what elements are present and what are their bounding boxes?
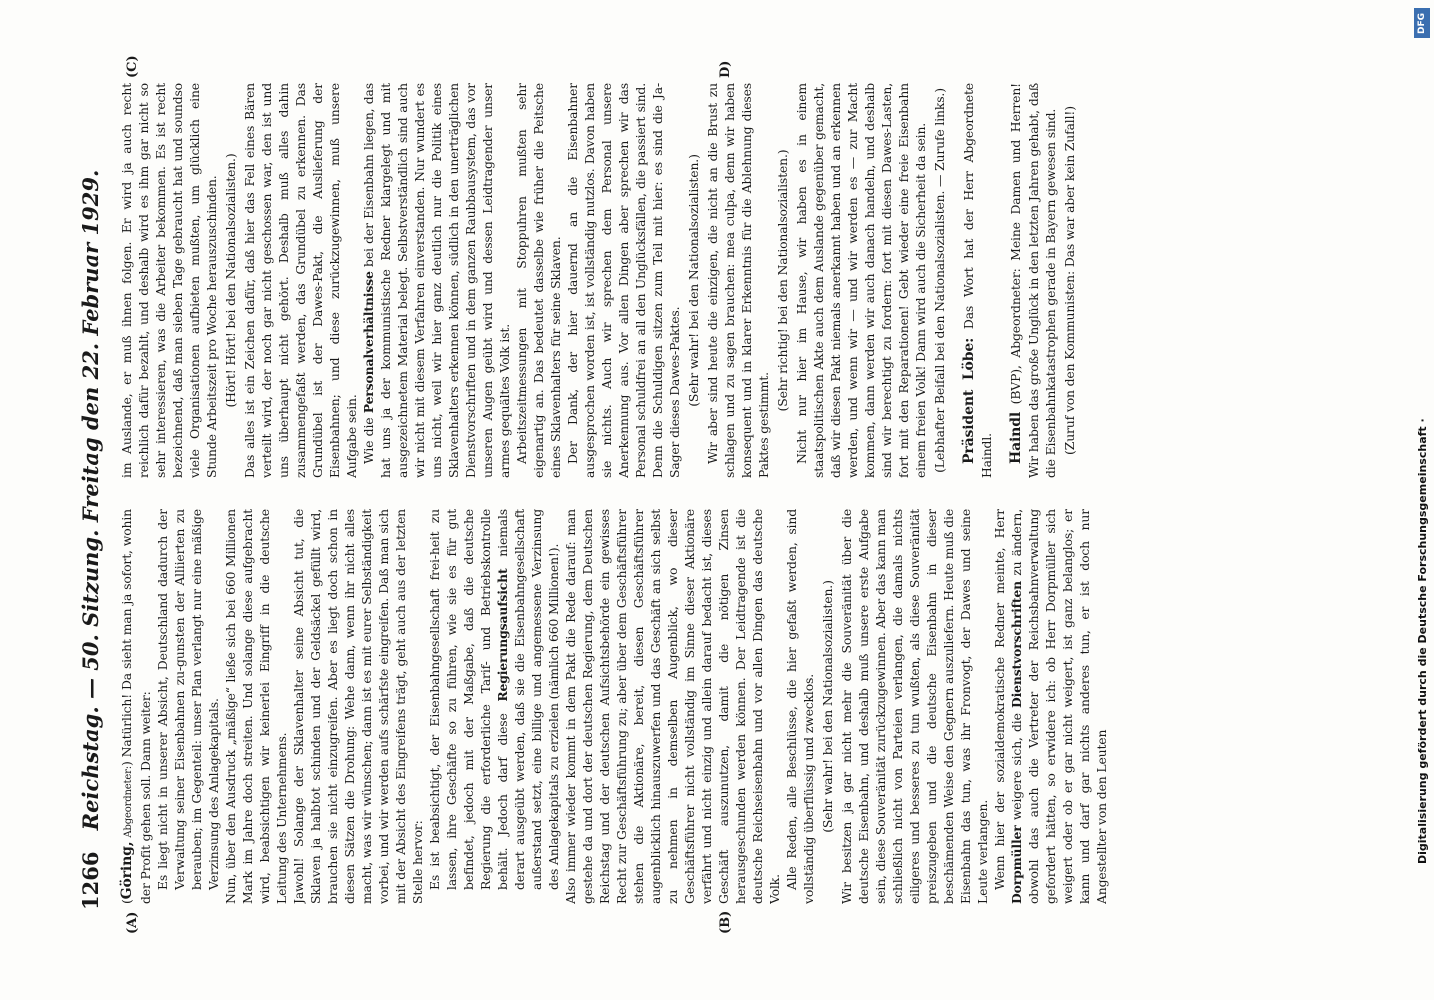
paragraph: Nicht nur hier im Hause, wir haben es in einem staatspolitischen Akte auch dem Auslande gegenüber gemacht, daß wir diesen Pakt niemals anerkannt haben und an erkennen werden, und wenn wir — und wir werden es — zur Macht kommen, dann werden wir auch danach handeln, und deshalb sind wir berechtigt zu fordern: fort mit diesen Dawes-Lasten, fort mit den Reparationen! Gebt wieder eine freie Eisenbahn einem freien Volk! Dann wird auch die Sicherheit da sein. — [794, 83, 928, 478]
paragraph — [991, 509, 1110, 904]
reaction: (Sehr wahr! bei den Nationalsozialisten.) — [686, 154, 701, 407]
emphasis: Dorpmüller — [1009, 825, 1024, 904]
paragraph-text: Natürlich! Da sieht man ja sofort, wohin der Profit gehen soll. Dann weiter: — [119, 509, 153, 904]
paragraph-text: weigere sich, die — [1009, 713, 1024, 821]
page-header — [78, 90, 112, 910]
reaction: (Zuruf von den Kommunisten: Das war aber kein Zufall!) — [1062, 106, 1077, 455]
paragraph — [360, 83, 513, 478]
right-column — [118, 83, 1293, 478]
paragraph: Wir besitzen ja gar nicht mehr die Souveränität über die deutsche Eisenbahn, und deshalb muß unsere erste Aufgabe sein, diese Souveränität zurückzugewinnen. Aber das kann man schließlich nicht von Parteien verlangen, die damals nichts eiligeres und besseres zu tun wußten, als diese Souveränität preiszugeben und die deutsche Eisenbahn in dieser beschämenden Weise den Gegnern auszuliefern. Heute muß die Eisenbahn das tun, was ihr Fronvogt, der Dawes und seine Leute verlangen. — [839, 509, 990, 904]
reaction: (Lebhafter Beifall bei den Nationalsozialisten. — Zurufe links.) — [932, 88, 947, 473]
paragraph-text: zu ändern, obwohl das auch die Vertreter der Reichsbahnverwaltung gefordert hätten, so erwidere ich: ob Herr Dorpmüller sich weigert oder ob er gar nicht weigert, ist ganz belanglos; er kann und darf gar nichts anderes tun, er ist doch nur Angestellter von den Leuten — [1009, 509, 1109, 904]
paragraph: im Auslande, er muß ihnen folgen. Er wird ja auch recht reichlich dafür bezahlt, und deshalb wird es ihm gar nicht so sehr interessieren, was die Arbeiter bekommen. Es ist recht bezeichnend, daß man sieben Tage gebraucht hat und soundso viele Organisationen aufbieten mußten, um glücklich eine Stunde Arbeitszeit pro Woche herauszuschinden. — [119, 83, 219, 478]
paragraph — [960, 83, 995, 478]
paragraph-text: Wie die — [361, 417, 376, 464]
margin-mark-b: (B) — [718, 910, 733, 934]
paragraph: Wir aber sind heute die einzigen, die nicht an die Brust zu schlagen und zu sagen brauchen: mea culpa, denn wir haben konsequent und in klarer Erkenntnis für die Ablehnung dieses Paktes gestimmt. — [705, 83, 771, 478]
speaker-role: Abgeordneter: — [123, 765, 134, 838]
margin-mark-c: (C) — [125, 55, 140, 78]
emphasis: Personalverhältnisse — [361, 271, 376, 414]
running-title: Reichstag. — 50. Sitzung. Freitag den 22. Februar 1929. — [78, 169, 103, 831]
quote-paragraph — [426, 509, 562, 904]
left-column — [118, 509, 1293, 904]
paragraph-text: Wenn hier der sozialdemokratische Redner meinte, Herr — [992, 509, 1007, 890]
dfg-logo: DFG — [1414, 8, 1430, 38]
paragraph: Arbeitszeitmessungen mit Stoppuhren mußten sehr eigenartig an. Das bedeutet dasselbe wie früher die Peitsche eines Sklavenhalters für seine Sklaven. — [514, 83, 563, 478]
margin-mark-a: (A) — [125, 911, 140, 934]
speaker-party: (BVP), — [1008, 365, 1023, 405]
quote-paragraph: Es liegt nicht in unserer Absicht, Deutschland dadurch der Verwaltung seiner Eisenbahnen zu-gunsten der Alliierten zu berauben; im Gegenteil: unser Plan verlangt nur eine mäßige Verzinsung des Anlagekapitals. — [155, 509, 221, 890]
speaker-role: Abgeordneter: — [1008, 268, 1023, 358]
paragraph-text: Meine Damen und Herren! Wir haben das große Unglück in den letzten Jahren gehabt, daß die Eisenbahnkatastrophen gerade in Bayern gewesen sind. — [1008, 83, 1058, 478]
paragraph: Das alles ist ein Zeichen dafür, daß hier das Fell eines Bären verteilt wird, der noch gar nicht geschossen war, den ist und uns überhaupt nicht gehört. Deshalb muß alles dahin zusammengefaßt werden, das Grundübel zu erkennen. Das Grundübel ist der Dawes-Pakt, die Auslieferung der Eisenbahnen; und diese zurückzugewinnen, muß unsere Aufgabe sein. — [242, 83, 359, 478]
paragraph: (Göring, Abgeordneter:) Natürlich! Da sieht man ja sofort, wohin der Profit gehen soll. Dann weiter: — [119, 509, 153, 904]
page-number: 1266 — [78, 851, 103, 910]
paragraph: Also immer wieder kommt in dem Pakt die Rede darauf: man gestehe da und dort der deutschen Regierung, dem Deutschen Reichstag und der deutschen Aufsichtsbehörde ein gewisses Recht zur Geschäftsführung zu; aber über dem Geschäftsführer stehen die Aktionäre, bereit, diesen Geschäftsführer augenblicklich hinauszuwerfen und das Geschäft an sich selbst zu nehmen in demselben Augenblick, wo dieser Geschäftsführer nicht vollständig im Sinne dieser Aktionäre verfährt und nicht einzig und allein darauf bedacht ist, dieses Geschäft auszunutzen, damit die nötigen Zinsen herausgeschunden werden können. Der Leidtragende ist die deutsche Reichseisenbahn und vor allen Dingen das deutsche Volk. — [563, 509, 782, 904]
paragraph-text: Es ist beabsichtigt, der Eisenbahngesellschaft frei-heit zu lassen, ihre Geschäfte so zu führen, wie sie es für gut befindet, jedoch mit der Maßgabe, daß die deutsche Regierung die erforderliche Tarif- und Betriebskontrolle behält. Jedoch darf diese — [427, 509, 510, 890]
paragraph — [1007, 83, 1059, 478]
digitization-note: Digitalisierung gefördert durch die Deutsche Forschungsgemeinschaft · — [1416, 418, 1429, 864]
paragraph: Alle Reden, alle Beschlüsse, die hier gefaßt werden, sind vollständig überflüssig und zwecklos. — [784, 509, 816, 904]
paragraph: Nun, über den Ausdruck „mäßige“ ließe sich bei 660 Millionen Mark im Jahre doch streiten. Und solange diese aufgebracht wird, beabsichtigen wir keinerlei Eingriff in die deutsche Leitung des Unternehmens. — [223, 509, 289, 904]
reaction: (Sehr richtig! bei den Nationalsozialisten.) — [775, 149, 790, 412]
paragraph-text: Das Wort hat der Herr Abgeordnete Haindl. — [961, 83, 994, 478]
paragraph: Jawohl! Solange der Sklavenhalter seine Absicht tut, die Sklaven ja halbtot schinden und der Geldsäckel gefüllt wird, brauchen sie nicht einzugreifen. Aber es liegt doch schon in diesen Sätzen die Drohung: Wehe dann, wenn ihr nicht alles macht, was wir wünschen; dann ist es mit eurer Selbständigkeit vorbei, und wir werden aufs schärfste eingreifen. Daß man sich mit der Absicht des Eingreifens trägt, geht auch aus der letzten Stelle hervor: — [291, 509, 425, 904]
emphasis: Regierungsaufsicht — [495, 568, 510, 702]
emphasis: Dienstvorschriften — [1009, 580, 1024, 709]
reaction: (Sehr wahr! bei den Nationalsozialisten.) — [820, 580, 835, 833]
speaker-name: Präsident Löbe: — [961, 337, 977, 464]
speaker-name: Göring, — [119, 841, 135, 900]
margin-mark-d: D) — [718, 60, 733, 78]
reaction: (Hört! Hört! bei den Nationalsozialisten.) — [223, 153, 238, 408]
speaker-name: Haindl — [1008, 411, 1024, 464]
paragraph: Der Dank, der hier dauernd an die Eisenbahner ausgesprochen worden ist, ist vollständig nutzlos. Davon haben sie nichts. Auch wir sprechen dem Personal unsere Anerkennung aus. Vor allen Dingen aber sprechen wir das Personal schuldfrei an all den Unglücksfällen, die passiert sind. Denn die Schuldigen sitzen zum Teil mit hier: es sind die Ja-Sager dieses Dawes-Paktes. — [565, 83, 682, 478]
paragraph-text: bei der Eisenbahn liegen, das hat uns ja der kommunistische Redner klargelegt und mit ausgezeichnetem Material belegt. Selbstverständlich sind auch wir nicht mit diesem Verfahren einverstanden. Nur wundert es uns nicht, weil wir hier ganz deutlich nur die Politik eines Sklavenhalters erkennen können, südlich in den unerträglichen Dienstvorschriften und in dem ganzen Raubbausystem, das vor unseren Augen geübt wird und dessen Leidtragender unser armes gequältes Volk ist. — [361, 83, 512, 478]
paragraph-text: niemals derart ausgeübt werden, daß sie die Eisenbahngesellschaft außerstand setzt, eine billige und angemessene Verzinsung des Anlagekapitals zu erzielen (nämlich 660 Millionen!). — [495, 509, 561, 890]
